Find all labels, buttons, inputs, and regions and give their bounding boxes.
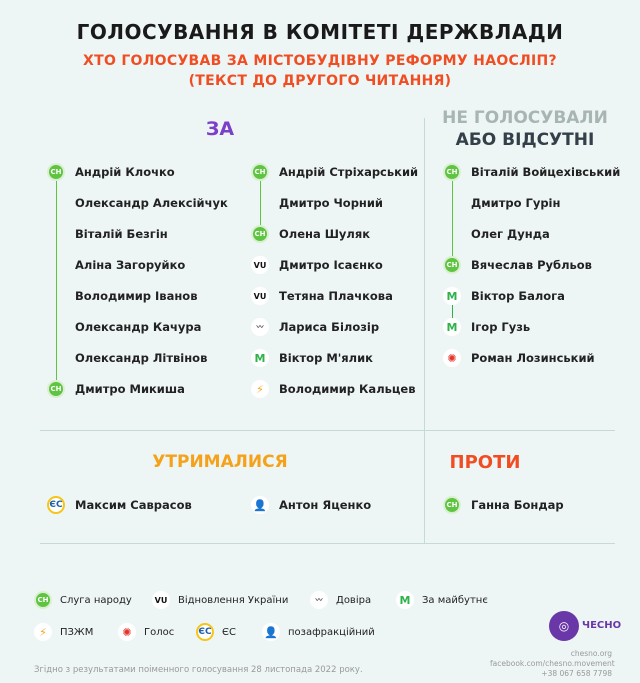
member-name: Дмитро Чорний xyxy=(279,196,383,210)
member-row xyxy=(443,254,592,276)
member-row xyxy=(47,223,168,245)
member-name: Олександр Літвінов xyxy=(75,351,208,365)
page-title: ГОЛОСУВАННЯ В КОМІТЕТІ ДЕРЖВЛАДИ xyxy=(76,20,564,44)
member-name: Дмитро Микиша xyxy=(75,382,185,396)
opzzh-icon: ⚡ xyxy=(34,623,52,641)
za-maibutnie-icon: M xyxy=(396,591,414,609)
dovira-icon: 〰 xyxy=(310,591,328,609)
legend-label: позафракційний xyxy=(288,626,375,638)
member-name: Олена Шуляк xyxy=(279,227,371,241)
za-maibutnie-icon: M xyxy=(443,287,461,305)
member-row xyxy=(251,223,370,245)
member-row xyxy=(47,161,175,183)
legend-item xyxy=(34,622,93,642)
member-row xyxy=(443,494,564,516)
sluha-naroda-icon: СН xyxy=(251,163,269,181)
member-name: Максим Саврасов xyxy=(75,498,192,512)
divider-horizontal-mid xyxy=(40,430,615,431)
sluha-naroda-icon: СН xyxy=(251,225,269,243)
footer-facebook: facebook.com/chesno.movement xyxy=(490,659,615,668)
non-faction-icon: 👤 xyxy=(251,496,269,514)
member-name: Ігор Гузь xyxy=(471,320,531,334)
member-row xyxy=(47,494,192,516)
divider-vertical-lower xyxy=(424,440,425,540)
member-row xyxy=(251,494,371,516)
legend-item xyxy=(152,590,288,610)
za-maibutnie-icon: M xyxy=(251,349,269,367)
legend-item xyxy=(396,590,488,610)
chesno-logo-text: ЧЕСНО xyxy=(582,620,622,631)
vidnovlennia-icon: VU xyxy=(152,591,170,609)
legend-label: ЄС xyxy=(222,626,236,638)
member-row xyxy=(251,347,373,369)
member-row xyxy=(251,192,383,214)
member-row xyxy=(443,285,565,307)
member-name: Віталій Безгін xyxy=(75,227,168,241)
footer-phone: +38 067 658 7798 xyxy=(541,669,612,678)
subtitle-line1: ХТО ГОЛОСУВАВ ЗА МІСТОБУДІВНУ РЕФОРМУ НАОСЛІП? xyxy=(83,53,557,69)
member-row xyxy=(47,192,228,214)
member-name: Вячеслав Рубльов xyxy=(471,258,592,272)
member-row xyxy=(251,316,379,338)
legend-item xyxy=(196,622,236,642)
section-title-proty: ПРОТИ xyxy=(449,452,521,473)
member-row xyxy=(47,285,197,307)
vidnovlennia-icon: VU xyxy=(251,256,269,274)
footer-source: Згідно з результатами поіменного голосування 28 листопада 2022 року. xyxy=(34,665,363,675)
member-name: Олег Дунда xyxy=(471,227,550,241)
legend-label: ПЗЖМ xyxy=(60,626,94,638)
member-name: Андрій Стріхарський xyxy=(279,165,419,179)
member-row xyxy=(443,347,595,369)
member-row xyxy=(443,161,620,183)
member-name: Олександр Качура xyxy=(75,320,202,334)
legend-label: Відновлення України xyxy=(178,594,289,606)
member-row xyxy=(47,347,207,369)
sluha-naroda-icon: СН xyxy=(47,380,65,398)
section-title-ne-line2: АБО ВІДСУТНІ xyxy=(455,130,595,150)
member-name: Віктор Балога xyxy=(471,289,565,303)
sluha-naroda-icon: СН xyxy=(443,163,461,181)
member-name: Дмитро Гурін xyxy=(471,196,561,210)
member-name: Віталій Войцехівський xyxy=(471,165,621,179)
member-name: Володимир Кальцев xyxy=(279,382,416,396)
legend-label: За майбутнє xyxy=(422,594,488,606)
member-name: Аліна Загоруйко xyxy=(75,258,186,272)
member-name: Олександр Алексійчук xyxy=(75,196,228,210)
non-faction-icon: 👤 xyxy=(262,623,280,641)
footer-site: chesno.org xyxy=(570,649,612,658)
legend-item xyxy=(262,622,375,642)
legend-item xyxy=(34,590,132,610)
member-row xyxy=(443,316,530,338)
member-row xyxy=(251,161,418,183)
member-row xyxy=(251,254,383,276)
sluha-naroda-icon: СН xyxy=(443,496,461,514)
opzzh-icon: ⚡ xyxy=(251,380,269,398)
legend-label: Голос xyxy=(144,626,175,638)
holos-icon: ✺ xyxy=(118,623,136,641)
member-name: Андрій Клочко xyxy=(75,165,175,179)
legend-item xyxy=(118,622,174,642)
member-row xyxy=(251,378,415,400)
section-title-za: ЗА xyxy=(205,118,235,140)
holos-icon: ✺ xyxy=(443,349,461,367)
member-name: Тетяна Плачкова xyxy=(279,289,393,303)
section-title-abst: УТРИМАЛИСЯ xyxy=(152,452,288,472)
za-maibutnie-icon: M xyxy=(443,318,461,336)
sluha-naroda-icon: СН xyxy=(34,591,52,609)
member-name: Володимир Іванов xyxy=(75,289,198,303)
sluha-naroda-icon: СН xyxy=(47,163,65,181)
member-name: Антон Яценко xyxy=(279,498,372,512)
sluha-naroda-icon: СН xyxy=(443,256,461,274)
member-name: Дмитро Ісаєнко xyxy=(279,258,383,272)
divider-horizontal-bottom xyxy=(40,543,615,544)
member-name: Ганна Бондар xyxy=(471,498,564,512)
legend-item xyxy=(310,590,371,610)
yes-icon: ЄС xyxy=(196,623,214,641)
member-row xyxy=(443,223,550,245)
legend-label: Довіра xyxy=(336,594,372,606)
dovira-icon: 〰 xyxy=(251,318,269,336)
section-title-ne-line1: НЕ ГОЛОСУВАЛИ xyxy=(442,108,608,128)
chesno-logo: ◎ xyxy=(549,611,579,641)
subtitle-line2: (ТЕКСТ ДО ДРУГОГО ЧИТАННЯ) xyxy=(188,73,452,89)
member-name: Лариса Білозір xyxy=(279,320,380,334)
yes-icon: ЄС xyxy=(47,496,65,514)
member-row xyxy=(251,285,393,307)
member-row xyxy=(443,192,560,214)
member-row xyxy=(47,254,185,276)
vidnovlennia-icon: VU xyxy=(251,287,269,305)
legend-label: Слуга народу xyxy=(60,594,132,606)
member-row xyxy=(47,378,185,400)
member-name: Роман Лозинський xyxy=(471,351,595,365)
member-row xyxy=(47,316,201,338)
member-name: Віктор М'ялик xyxy=(279,351,373,365)
